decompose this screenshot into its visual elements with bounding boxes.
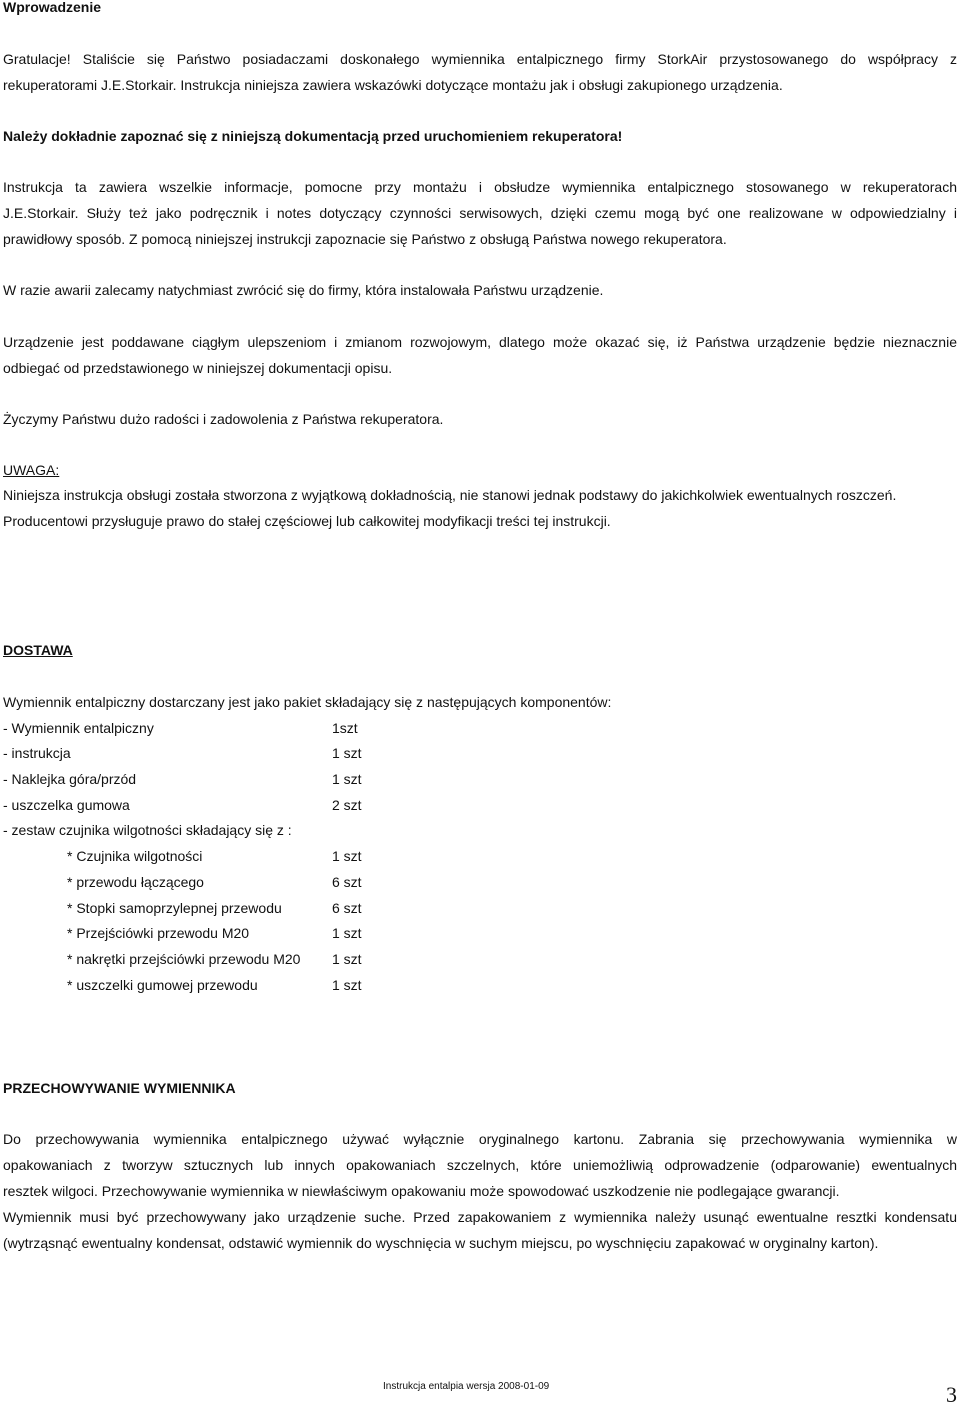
intro-paragraph-5: Życzymy Państwu dużo radości i zadowolenia z Państwa rekuperatora. xyxy=(3,411,444,427)
intro-paragraph-4-line-2: odbiegać od przedstawionego w niniejszej dokumentacji opisu. xyxy=(3,360,393,376)
sensor-kit-item-qty: 6 szt xyxy=(332,874,362,890)
delivery-intro: Wymiennik entalpiczny dostarczany jest jako pakiet składający się z następujących komponentów: xyxy=(3,694,612,710)
intro-paragraph-2-line-2: J.E.Storkair. Służy też jako podręcznik i notes dotyczący czynności serwisowych, dzięki czemu mogą być one realizowane w odpowiedzialny i xyxy=(3,205,957,221)
warning-line-1: Niniejsza instrukcja obsługi została stworzona z wyjątkową dokładnością, nie stanowi jednak podstawy do jakichkolwiek ewentualnych roszczeń. xyxy=(3,487,897,503)
warning-line-2: Producentowi przysługuje prawo do stałej częściowej lub całkowitej modyfikacji treści tej instrukcji. xyxy=(3,513,611,529)
sensor-kit-item-qty: 1 szt xyxy=(332,848,362,864)
storage-line-1: Do przechowywania wymiennika entalpicznego używać wyłącznie oryginalnego kartonu. Zabrania się przechowywania wymiennika w xyxy=(3,1131,957,1147)
footer-text: Instrukcja entalpia wersja 2008-01-09 xyxy=(383,1381,550,1392)
sensor-kit-item-qty: 1 szt xyxy=(332,977,362,993)
intro-paragraph-1-line-1: Gratulacje! Staliście się Państwo posiadaczami doskonałego wymiennika entalpicznego firmy StorkAir przystosowanego do współpracy z xyxy=(3,51,957,67)
delivery-item-name: - Wymiennik entalpiczny xyxy=(3,720,154,736)
intro-paragraph-1-line-2: rekuperatorami J.E.Storkair. Instrukcja niniejsza zawiera wskazówki dotyczące montażu jak i obsługi zakupionego urządzenia. xyxy=(3,77,783,93)
intro-paragraph-2-line-1: Instrukcja ta zawiera wszelkie informacje, pomocne przy montażu i obsłudze wymiennika entalpicznego stosowanego w rekuperatorach xyxy=(3,179,957,195)
intro-bold-note: Należy dokładnie zapoznać się z niniejszą dokumentacją przed uruchomieniem rekuperatora! xyxy=(3,128,623,144)
sensor-kit-item-qty: 6 szt xyxy=(332,900,362,916)
delivery-item-name: - instrukcja xyxy=(3,745,71,761)
sensor-kit-item-qty: 1 szt xyxy=(332,951,362,967)
delivery-item-qty: 2 szt xyxy=(332,797,362,813)
storage-line-4: Wymiennik musi być przechowywany jako urządzenie suche. Przed zapakowaniem z wymiennika należy usunąć ewentualne resztki kondensatu xyxy=(3,1209,957,1225)
delivery-item-name: - zestaw czujnika wilgotności składający się z : xyxy=(3,822,292,838)
intro-paragraph-3: W razie awarii zalecamy natychmiast zwrócić się do firmy, która instalowała Państwu urządzenie. xyxy=(3,282,604,298)
storage-line-5: (wytrząsnąć ewentualny kondensat, odstawić wymiennik do wyschnięcia w suchym miejscu, po wyschnięciu zapakować w oryginalny karton). xyxy=(3,1235,879,1251)
warning-heading: UWAGA: xyxy=(3,462,60,478)
storage-line-2: opakowaniach z tworzyw sztucznych lub innych opakowaniach szczelnych, które uniemożliwią odprowadzenie (odparowanie) ewentualnych xyxy=(3,1157,957,1173)
sensor-kit-item-name: * uszczelki gumowej przewodu xyxy=(67,977,258,993)
delivery-item-name: - uszczelka gumowa xyxy=(3,797,130,813)
intro-paragraph-2-line-3: prawidłowy sposób. Z pomocą niniejszej instrukcji zapoznacie się Państwo z obsługą Państwa nowego rekuperatora. xyxy=(3,231,727,247)
intro-heading: Wprowadzenie xyxy=(3,0,102,15)
delivery-item-qty: 1 szt xyxy=(332,771,362,787)
delivery-item-name: - Naklejka góra/przód xyxy=(3,771,137,787)
delivery-heading: DOSTAWA xyxy=(3,642,73,658)
sensor-kit-item-name: * Stopki samoprzylepnej przewodu xyxy=(67,900,282,916)
storage-line-3: resztek wilgoci. Przechowywanie wymiennika w niewłaściwym opakowaniu może spowodować uszkodzenie nie podlegające gwarancji. xyxy=(3,1183,840,1199)
page-number: 3 xyxy=(946,1382,957,1407)
sensor-kit-item-name: * nakrętki przejściówki przewodu M20 xyxy=(67,951,301,967)
sensor-kit-item-name: * przewodu łączącego xyxy=(67,874,204,890)
sensor-kit-item-qty: 1 szt xyxy=(332,925,362,941)
intro-paragraph-4-line-1: Urządzenie jest poddawane ciągłym ulepszeniom i zmianom rozwojowym, dlatego może okazać się, iż Państwa urządzenie będzie nieznacznie xyxy=(3,334,957,350)
delivery-item-qty: 1szt xyxy=(332,720,358,736)
storage-heading: PRZECHOWYWANIE WYMIENNIKA xyxy=(3,1080,236,1096)
sensor-kit-item-name: * Przejściówki przewodu M20 xyxy=(67,925,250,941)
sensor-kit-item-name: * Czujnika wilgotności xyxy=(67,848,203,864)
delivery-item-qty: 1 szt xyxy=(332,745,362,761)
